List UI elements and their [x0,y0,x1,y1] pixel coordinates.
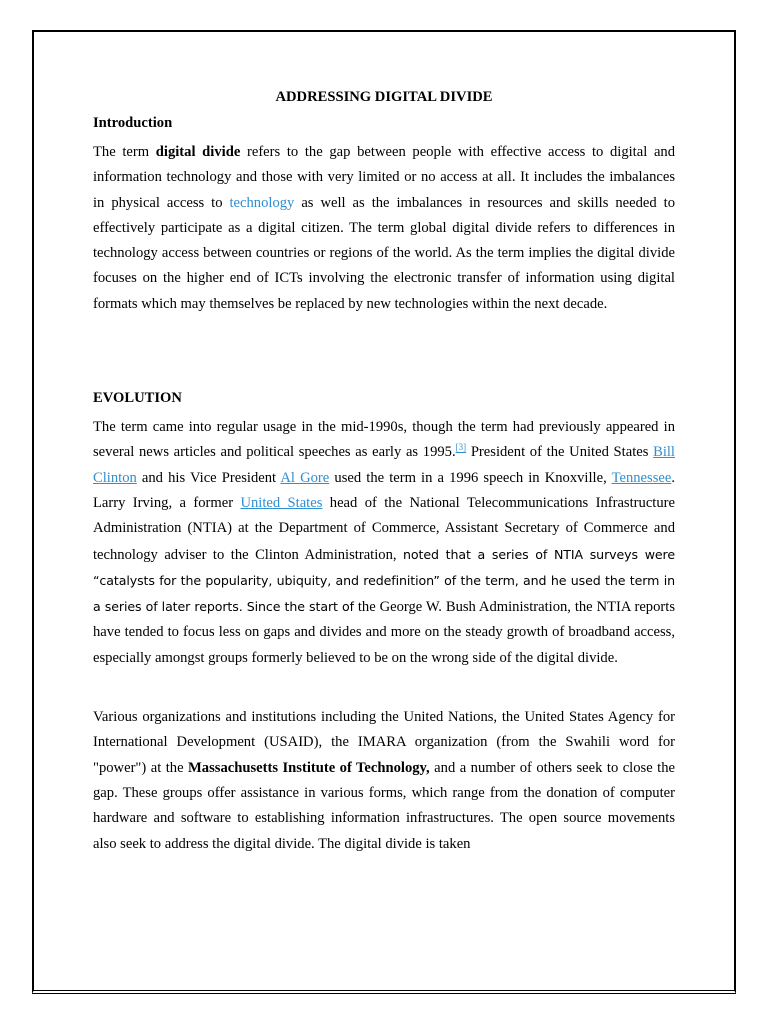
evolution-text: and his Vice President [136,469,281,486]
intro-text: The term [93,144,156,160]
technology-link[interactable]: technology [229,194,295,211]
paragraph-spacer [93,671,675,705]
document-title: ADDRESSING DIGITAL DIVIDE [275,89,493,105]
evolution-text: and a number of others seek to close the gap. These groups offer assistance in various forms, which range from the donation of computer hardware and software to establishing information infrastructures. The open source movements also seek to address the digital divide. The digital divide is taken [93,759,675,852]
intro-heading: Introduction [93,115,173,131]
document-body [93,86,675,857]
mit-name: Massachusetts Institute of Technology, [188,759,430,776]
evolution-text: head of the National Telecommunications Infrastructure Administration (NTIA) at the Department of Commerce, Assistant Secretary of Commerce and technology adviser to the Clinton Administration, [93,494,675,563]
evolution-text: The term came into regular usage in the mid-1990s, though the term had previously appeared in several news articles and political speeches as early as 1995. [93,419,675,461]
bill-clinton-link[interactable]: Bill Clinton [93,444,675,486]
intro-text: as well as the imbalances in resources and skills needed to effectively participate as a digital citizen. The term global digital divide refers to differences in technology access between countries or regions of the world. As the term implies the digital divide focuses on the higher end of ICTs involving the electronic transfer of information using digital formats which may themselves be replaced by new technologies within the next decade. [93,194,675,312]
evolution-paragraph-2 [93,705,675,857]
evolution-text: President of the United States [466,444,654,461]
evolution-text: Various organizations and institutions including the United Nations, the United States Agency for International Development (USAID), the IMARA organization (from the Swahili word for "power") at the [93,709,675,776]
evolution-heading: EVOLUTION [93,390,182,407]
evolution-text: . Larry Irving, a former [93,469,675,511]
united-states-link[interactable]: United States [240,494,323,511]
evolution-text: used the term in a 1996 speech in Knoxville, [329,469,612,486]
reference-3-link[interactable]: [3] [455,442,467,453]
al-gore-link[interactable]: Al Gore [280,469,330,486]
evolution-quote-text: noted that a series of NTIA surveys were “catalysts for the popularity, ubiquity, and redefinition” of the term, and he used the term in a series of later reports. Since the start of [93,546,675,615]
evolution-text: the George W. Bush Administration, the NTIA reports have tended to focus less on gaps and divides and more on the steady growth of broadband access, especially amongst groups formerly believed to be on the wrong side of the digital divide. [93,599,675,666]
tennessee-link[interactable]: Tennessee [611,469,672,486]
evolution-paragraph-1 [93,415,675,671]
digital-divide-term: digital divide [155,144,241,160]
intro-text: refers to the gap between people with effective access to digital and information technology and those with very limited or no access at all. It includes the imbalances in physical access to [93,144,676,211]
section-spacer [93,317,675,387]
intro-paragraph [93,140,675,317]
